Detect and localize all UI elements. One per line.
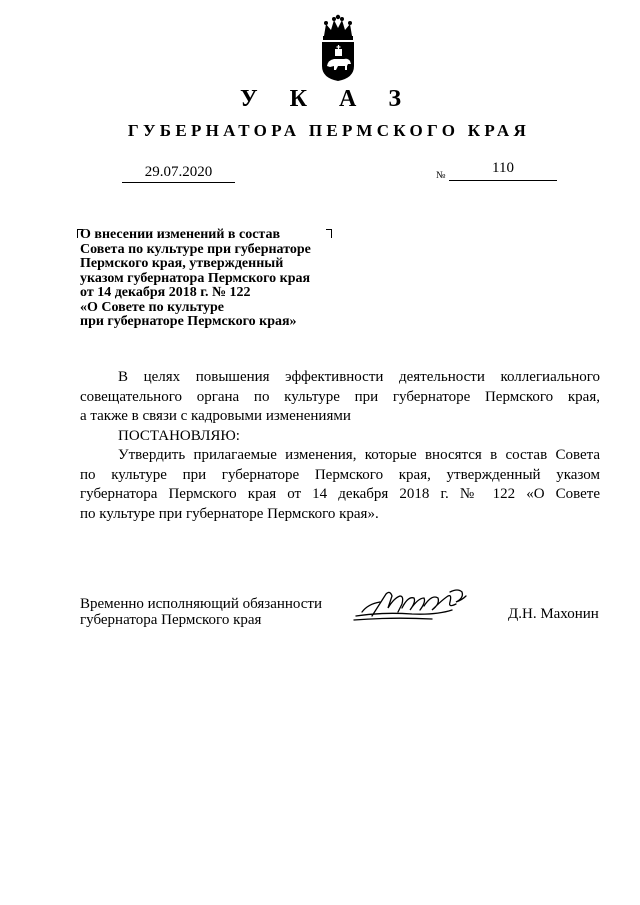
document-number: 110 <box>492 160 514 176</box>
signatory-position-line: Временно исполняющий обязанности <box>80 596 323 612</box>
paragraph1-line: а также в связи с кадровыми изменениями <box>80 408 351 424</box>
handwritten-signature <box>352 586 470 626</box>
perm-krai-emblem-icon <box>318 14 358 82</box>
document-body <box>80 368 600 524</box>
paragraph1-line: совещательного органа по культуре при губернаторе Пермского края, <box>80 388 600 405</box>
signatory-name: Д.Н. Махонин <box>508 606 599 622</box>
paragraph2-line: Утвердить прилагаемые изменения, которые вносятся в состав Совета <box>118 447 600 463</box>
issuer-subtitle: ГУБЕРНАТОРА ПЕРМСКОГО КРАЯ <box>127 121 531 140</box>
heading-line: при губернаторе Пермского края» <box>80 314 297 329</box>
heading-line: Пермского края, утвержденный <box>80 256 284 271</box>
date-underline <box>122 182 235 183</box>
paragraph1-line: В целях повышения эффективности деятельности коллегиального <box>118 369 600 385</box>
document-date: 29.07.2020 <box>144 164 213 180</box>
heading-line: «О Совете по культуре <box>80 299 225 315</box>
signatory-position-line: губернатора Пермского края <box>80 612 262 628</box>
decree-word: ПОСТАНОВЛЯЮ: <box>118 427 240 444</box>
heading-line: О внесении изменений в состав <box>80 227 281 242</box>
number-sign: № <box>436 170 446 181</box>
paragraph2-line: по культуре при губернаторе Пермского края, утвержденный указом <box>80 466 600 483</box>
heading-line: от 14 декабря 2018 г. № 122 <box>80 285 251 300</box>
paragraph2-line: губернатора Пермского края от 14 декабря 2018 г. № 122 «О Совете <box>80 486 600 502</box>
number-underline <box>449 180 557 181</box>
heading-line: Совета по культуре при губернаторе <box>80 241 311 257</box>
paragraph2-line: по культуре при губернаторе Пермского края». <box>80 505 379 522</box>
document-type-title: У К А З <box>239 86 414 112</box>
heading-line: указом губернатора Пермского края <box>80 270 311 286</box>
signatory-position <box>80 596 322 628</box>
document-heading <box>80 228 360 330</box>
